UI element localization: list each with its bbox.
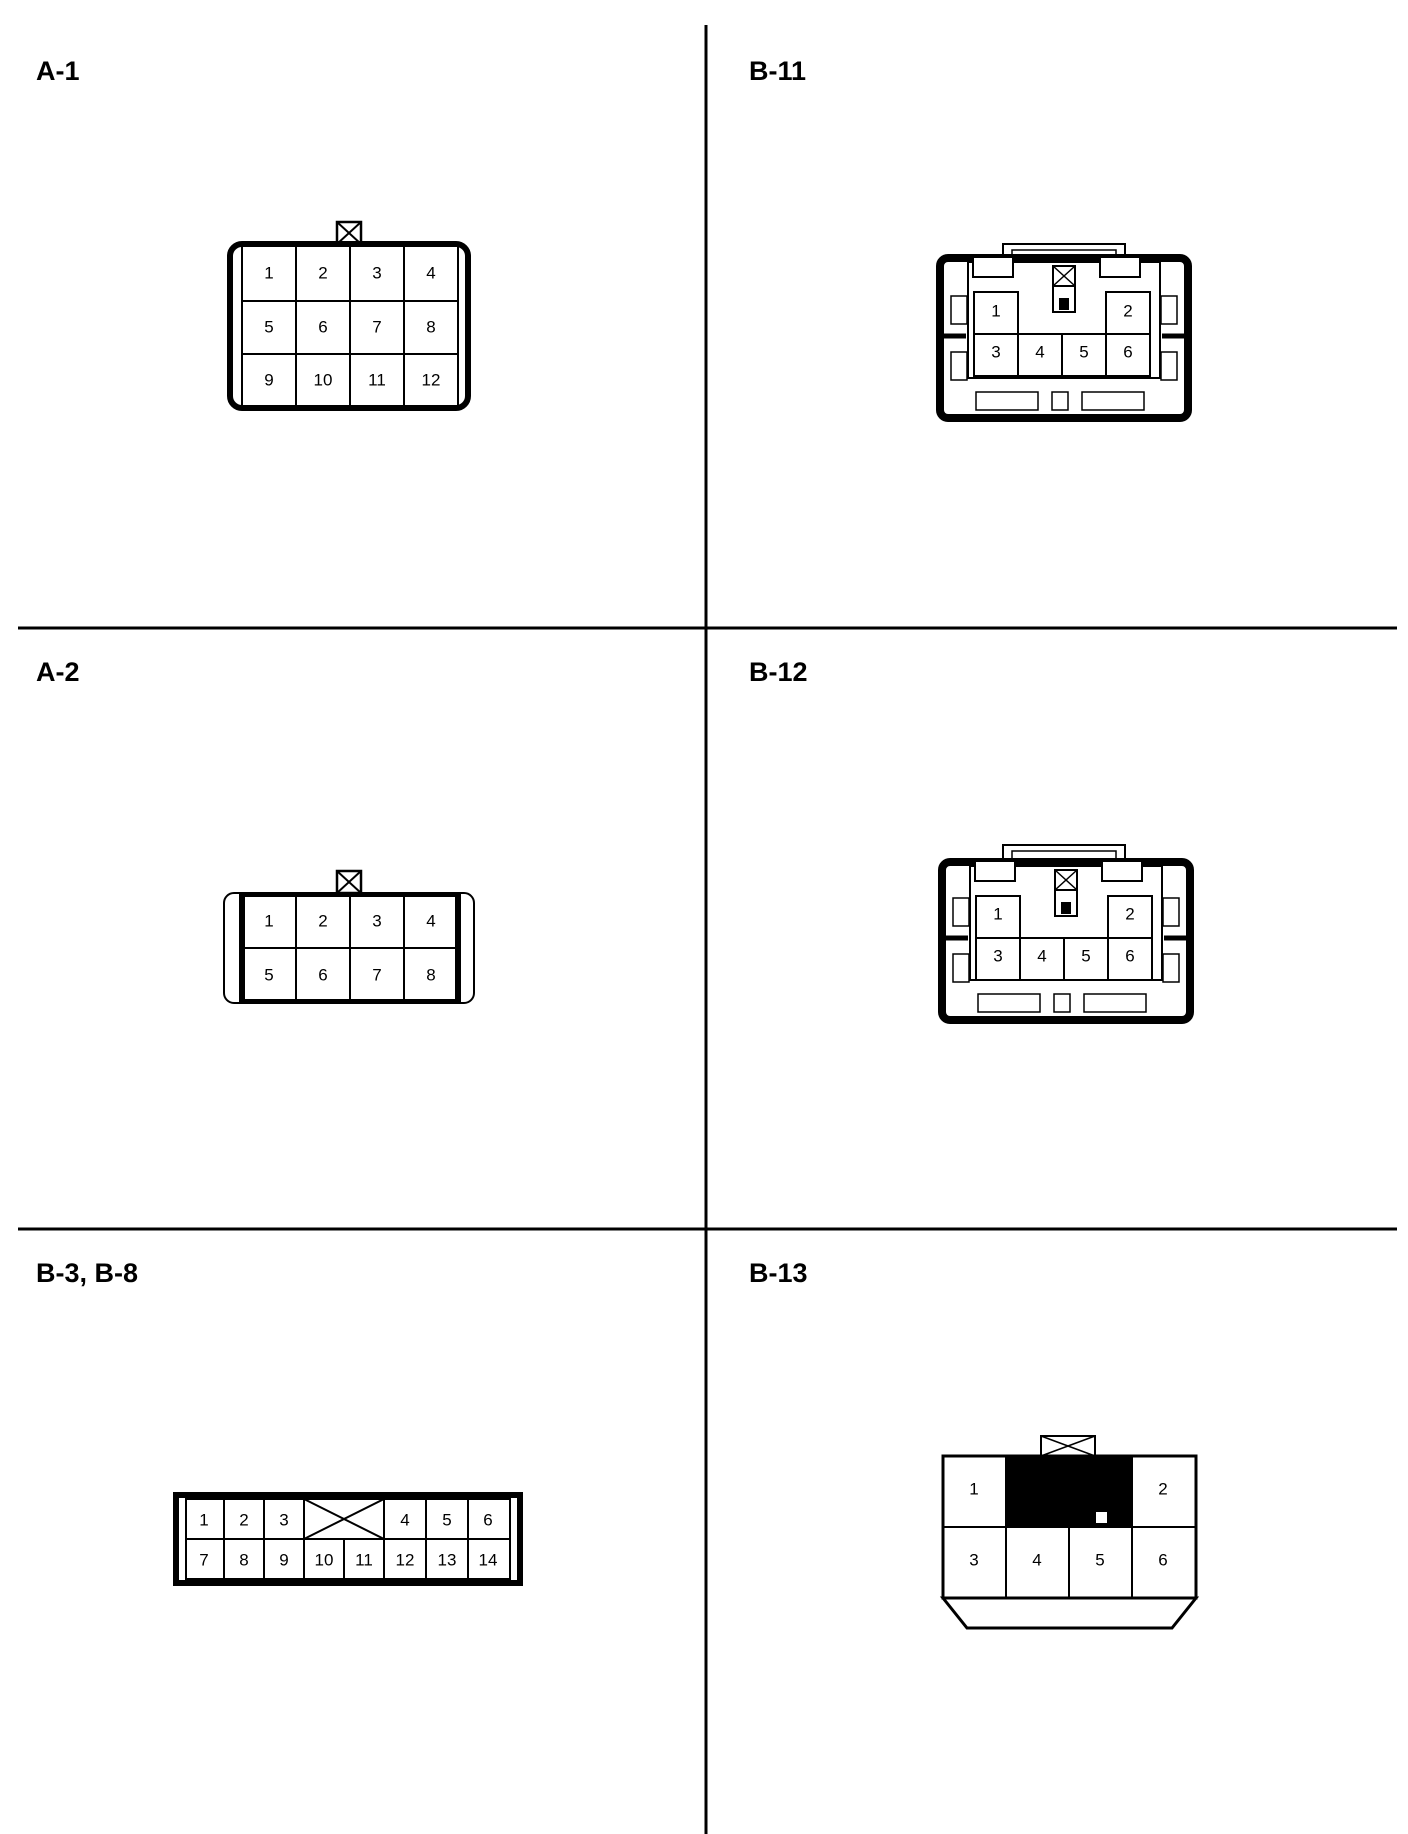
pin-label: 3 [372, 911, 382, 931]
pin-label: 3 [993, 946, 1003, 966]
connector-b3-b8 [176, 1495, 520, 1583]
pin-label: 6 [483, 1510, 493, 1530]
pin-label: 4 [400, 1510, 410, 1530]
lock-tab-icon [337, 871, 361, 893]
pin-label: 7 [199, 1550, 209, 1570]
pin-label: 10 [313, 370, 333, 390]
pin-label: 3 [969, 1550, 979, 1570]
pin-label: 1 [969, 1479, 979, 1499]
connector-a2 [224, 871, 474, 1003]
pin-label: 2 [1123, 301, 1133, 321]
pin-label: 6 [1123, 342, 1133, 362]
label-b13: B-13 [749, 1258, 808, 1288]
label-a2: A-2 [36, 657, 80, 687]
connector-b12 [942, 845, 1190, 1020]
pin-label: 11 [368, 370, 386, 390]
pin-label: 1 [991, 301, 1001, 321]
lock-tab-icon [1055, 870, 1077, 916]
label-a1: A-1 [36, 56, 80, 86]
pin-label: 5 [442, 1510, 452, 1530]
pin-label: 2 [1125, 904, 1135, 924]
pin-label: 5 [264, 317, 274, 337]
pin-label: 1 [993, 904, 1003, 924]
pin-label: 12 [395, 1550, 415, 1570]
label-b12: B-12 [749, 657, 808, 687]
pin-label: 4 [1035, 342, 1045, 362]
pin-label: 7 [372, 317, 382, 337]
pin-label: 2 [239, 1510, 249, 1530]
pin-label: 3 [991, 342, 1001, 362]
lock-tab-icon [1053, 266, 1075, 312]
pin-label: 5 [1081, 946, 1091, 966]
pin-label: 7 [372, 965, 382, 985]
connector-b11 [940, 244, 1188, 418]
pin-label: 9 [264, 370, 274, 390]
pin-label: 1 [264, 911, 274, 931]
pin-label: 4 [1032, 1550, 1042, 1570]
pin-label: 2 [1158, 1479, 1168, 1499]
pin-label: 8 [239, 1550, 249, 1570]
connector-a1 [230, 222, 468, 408]
pin-label: 3 [279, 1510, 289, 1530]
pin-label: 10 [314, 1550, 334, 1570]
pin-label: 4 [426, 911, 436, 931]
pin-label: 1 [199, 1510, 209, 1530]
connector-b13 [943, 1436, 1196, 1628]
pin-label: 5 [1095, 1550, 1105, 1570]
pin-label: 14 [478, 1550, 498, 1570]
lock-tab-icon [1041, 1436, 1095, 1456]
lock-tab-icon [337, 222, 361, 244]
label-b3-b8: B-3, B-8 [36, 1258, 139, 1288]
pin-label: 3 [372, 263, 382, 283]
pin-label: 2 [318, 263, 328, 283]
pin-label: 1 [264, 263, 274, 283]
pin-label: 4 [1037, 946, 1047, 966]
pin-label: 6 [318, 965, 328, 985]
pin-label: 8 [426, 965, 436, 985]
pin-label: 13 [437, 1550, 457, 1570]
pin-label: 5 [264, 965, 274, 985]
pin-label: 5 [1079, 342, 1089, 362]
pin-label: 6 [1125, 946, 1135, 966]
label-b11: B-11 [749, 56, 807, 86]
pin-label: 6 [318, 317, 328, 337]
pin-label: 4 [426, 263, 436, 283]
pin-label: 6 [1158, 1550, 1168, 1570]
pin-label: 11 [355, 1550, 373, 1570]
pin-label: 12 [421, 370, 441, 390]
pin-label: 8 [426, 317, 436, 337]
pin-label: 9 [279, 1550, 289, 1570]
pin-label: 2 [318, 911, 328, 931]
